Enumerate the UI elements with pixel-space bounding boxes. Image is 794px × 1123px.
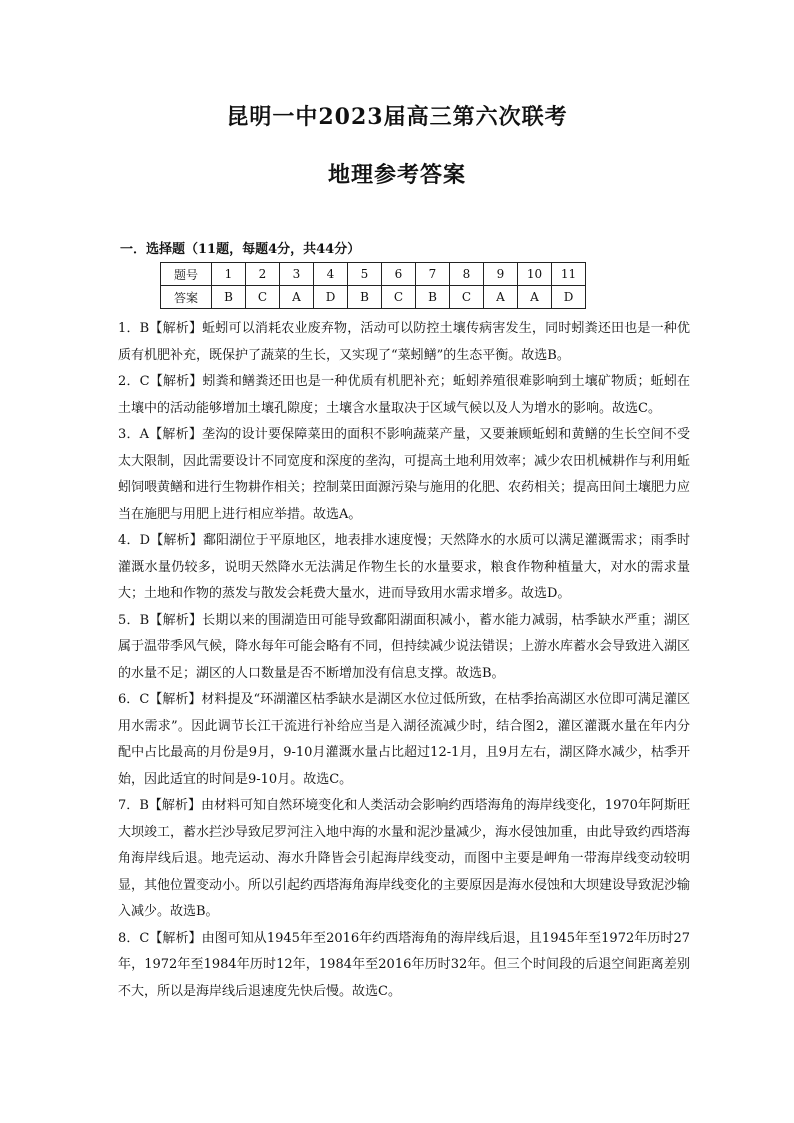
table-cell: B [212, 286, 246, 309]
exam-title: 昆明一中2023届高三第六次联考 [226, 104, 568, 130]
explanation-5: 5．B【解析】长期以来的围湖造田可能导致鄱阳湖面积减小，蓄水能力减弱，枯季缺水严重；湖区属于温带季风气候，降水每年可能会略有不同，但持续减少说法错误；上游水库蓄水会导致进入湖区的水量不足；湖区的人口数量是否不断增加没有信息支撑。故选B。 [118, 612, 691, 681]
table-cell: 5 [348, 263, 382, 286]
section-heading: 一．选择题（11题，每题4分，共44分） [120, 242, 361, 257]
table-cell: 11 [552, 263, 586, 286]
explanation-3: 3．A【解析】垄沟的设计要保障菜田的面积不影响蔬菜产量，又要兼顾蚯蚓和黄鳝的生长空间不受太大限制，因此需要设计不同宽度和深度的垄沟，可提高土地利用效率；减少农田机械耕作与利用蚯蚓饲喂黄鳝和进行生物耕作相关；控制菜田面源污染与施用的化肥、农药相关；提高田间土壤肥力应当在施肥与用肥上进行相应举措。故选A。 [118, 427, 691, 522]
table-cell: A [518, 286, 552, 309]
question-number-row [161, 263, 586, 286]
table-cell: 1 [212, 263, 246, 286]
table-cell: 7 [416, 263, 450, 286]
table-cell: 2 [246, 263, 280, 286]
row-label-number: 题号 [161, 263, 212, 286]
table-cell: C [246, 286, 280, 309]
explanation-6: 6．C【解析】材料提及“环湖灌区枯季缺水是湖区水位过低所致，在枯季抬高湖区水位即可满足灌区用水需求”。因此调节长江干流进行补给应当是入湖径流减少时，结合图2，灌区灌溉水量在年内分配中占比最高的月份是9月，9-10月灌溉水量占比超过12-1月，且9月左右，湖区降水减少，枯季开始，因此适宜的时间是9-10月。故选C。 [118, 692, 690, 787]
table-cell: 4 [314, 263, 348, 286]
table-cell: 8 [450, 263, 484, 286]
table-cell: 10 [518, 263, 552, 286]
explanation-4: 4．D【解析】鄱阳湖位于平原地区，地表排水速度慢；天然降水的水质可以满足灌溉需求；雨季时灌溉水量仍较多，说明天然降水无法满足作物生长的水量要求，粮食作物种植量大，对水的需求量大；土地和作物的蒸发与散发会耗费大量水，进而导致用水需求增多。故选D。 [118, 533, 690, 601]
table-cell: B [348, 286, 382, 309]
table-cell: B [416, 286, 450, 309]
explanation-1: 1．B【解析】蚯蚓可以消耗农业废弃物，活动可以防控土壤传病害发生，同时蚓粪还田也是一种优质有机肥补充，既保护了蔬菜的生长，又实现了“菜蚓鳝”的生态平衡。故选B。 [118, 321, 690, 363]
explanation-8: 8．C【解析】由图可知从1945年至2016年约西塔海角的海岸线后退，且1945年至1972年历时27年，1972年至1984年历时12年，1984年至2016年历时32年。但三个时间段的后退空间距离差别不大，所以是海岸线后退速度先快后慢。故选C。 [118, 930, 690, 999]
answer-table [160, 262, 586, 309]
exam-subtitle: 地理参考答案 [327, 162, 466, 188]
explanation-2: 2．C【解析】蚓粪和鳝粪还田也是一种优质有机肥补充；蚯蚓养殖很难影响到土壤矿物质；蚯蚓在土壤中的活动能够增加土壤孔隙度；土壤含水量取决于区域气候以及人为增水的影响。故选C。 [118, 374, 690, 416]
table-cell: C [382, 286, 416, 309]
table-cell: A [280, 286, 314, 309]
table-cell: 9 [484, 263, 518, 286]
answer-row [161, 286, 586, 309]
explanation-7: 7．B【解析】由材料可知自然环境变化和人类活动会影响约西塔海角的海岸线变化，1970年阿斯旺大坝竣工，蓄水拦沙导致尼罗河注入地中海的水量和泥沙量减少，海水侵蚀加重，由此导致约西塔海角海岸线后退。地壳运动、海水升降皆会引起海岸线变动，而图中主要是岬角一带海岸线变动较明显，其他位置变动小。所以引起约西塔海角海岸线变化的主要原因是海水侵蚀和大坝建设导致泥沙输入减少。故选B。 [118, 798, 691, 919]
table-cell: 3 [280, 263, 314, 286]
row-label-answer: 答案 [161, 286, 212, 309]
explanations [118, 316, 690, 1005]
table-cell: D [552, 286, 586, 309]
table-cell: C [450, 286, 484, 309]
table-cell: A [484, 286, 518, 309]
table-cell: D [314, 286, 348, 309]
table-cell: 6 [382, 263, 416, 286]
